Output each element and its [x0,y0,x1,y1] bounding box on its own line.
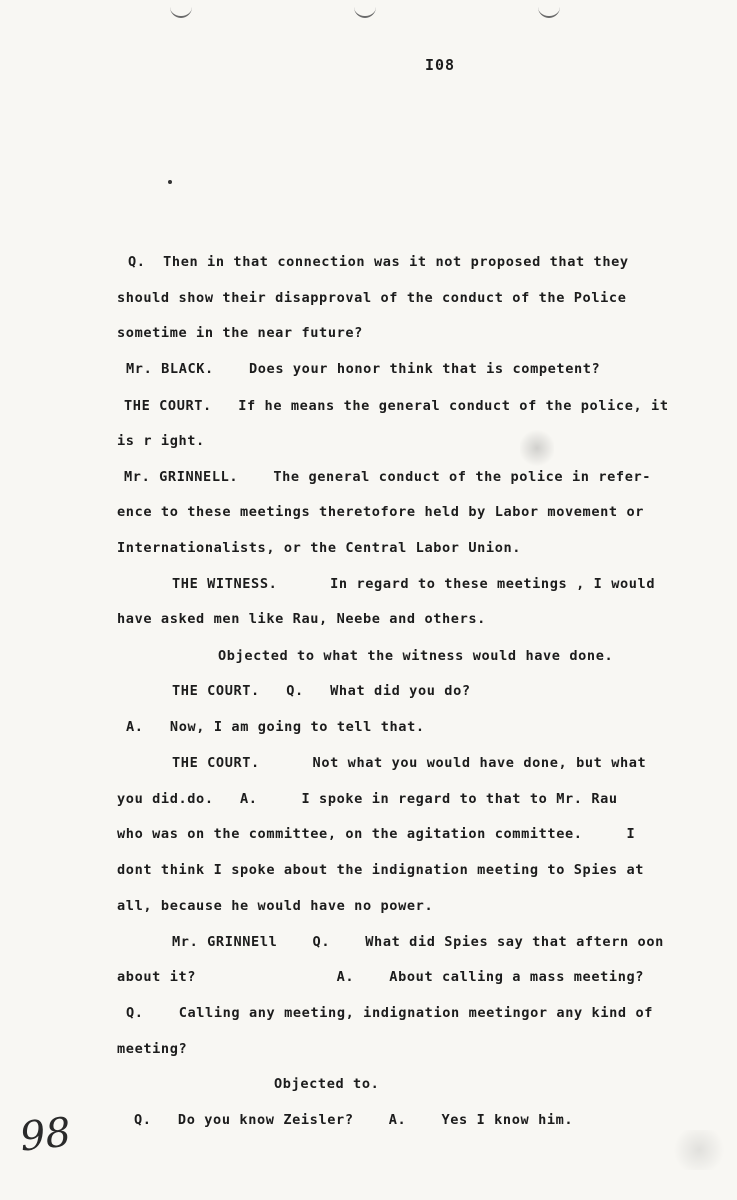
transcript-line: who was on the committee, on the agitation committee. I [117,826,636,842]
transcript-line: A. Now, I am going to tell that. [126,719,425,735]
punch-hole-mark [538,4,560,18]
page-number: I08 [425,56,456,74]
transcript-line: Q. Calling any meeting, indignation meetingor any kind of [126,1005,654,1021]
transcript-line: you did.do. A. I spoke in regard to that to Mr. Rau [117,791,618,807]
transcript-line: ence to these meetings theretofore held by Labor movement or [117,504,645,520]
transcript-line: THE WITNESS. In regard to these meetings , I would [172,576,656,592]
transcript-line: meeting? [117,1041,188,1057]
transcript-line: Mr. GRINNEll Q. What did Spies say that aftern oon [172,934,664,950]
transcript-line: about it? A. About calling a mass meeting? [117,969,645,985]
transcript-line: THE COURT. If he means the general conduct of the police, it [124,398,669,414]
transcript-line: Internationalists, or the Central Labor Union. [117,540,522,556]
transcript-line: all, because he would have no power. [117,898,434,914]
transcript-line: THE COURT. Q. What did you do? [172,683,471,699]
transcript-line: Objected to what the witness would have done. [218,648,614,664]
transcript-line: should show their disapproval of the conduct of the Police [117,290,627,306]
transcript-line: Q. Do you know Zeisler? A. Yes I know him. [134,1112,574,1128]
punch-hole-mark [170,4,192,18]
paper-stain [669,1130,729,1170]
transcript-line: Objected to. [274,1076,380,1092]
transcript-line: Q. Then in that connection was it not proposed that they [128,254,629,270]
transcript-line: Mr. BLACK. Does your honor think that is competent? [126,361,601,377]
ink-smudge [520,428,554,468]
transcript-line: sometime in the near future? [117,325,363,341]
transcript-line: Mr. GRINNELL. The general conduct of the police in refer- [124,469,652,485]
handwritten-margin-number: 98 [17,1109,74,1161]
transcript-line: is r ight. [117,433,205,449]
ink-dot [168,180,172,184]
transcript-line: dont think I spoke about the indignation meeting to Spies at [117,862,645,878]
punch-hole-mark [354,4,376,18]
transcript-line: have asked men like Rau, Neebe and others. [117,611,486,627]
transcript-line: THE COURT. Not what you would have done, but what [172,755,647,771]
